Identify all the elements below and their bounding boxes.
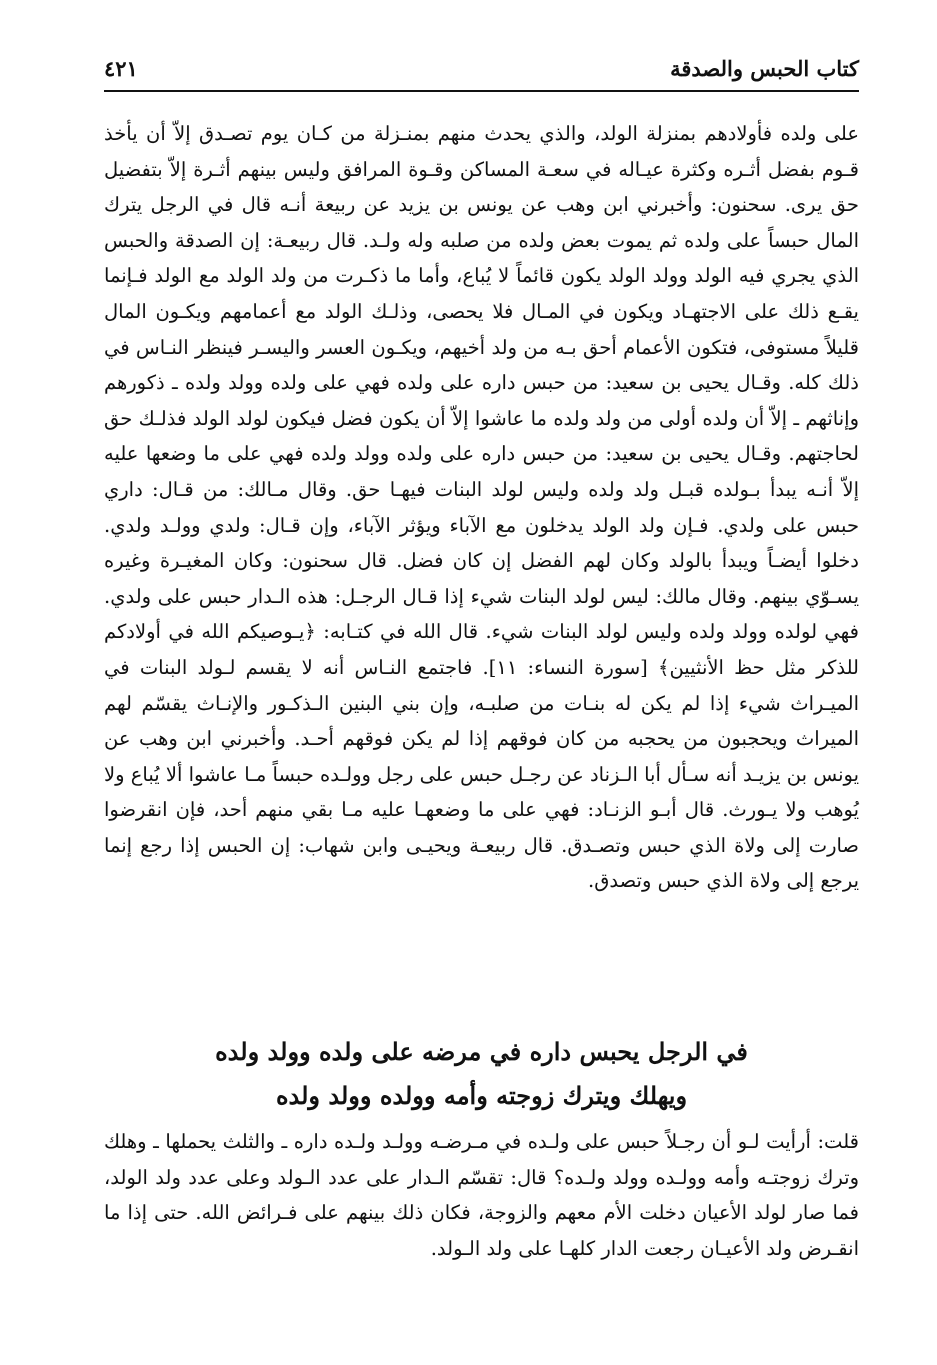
section-heading-line-1: في الرجل يحبس داره في مرضه على ولده وولد ولده — [215, 1037, 748, 1066]
page-number: ٤٢١ — [104, 56, 138, 81]
section-heading — [104, 1030, 859, 1118]
page-header — [104, 52, 859, 92]
main-paragraph: على ولده فأولادهم بمنزلة الولد، والذي يحدث منهم بمنـزلة من كـان يوم تصـدق إلاّ أن يأخذ قـوم بفضل أثـره وكثرة عيـاله في سعـة المساكن وقـوة المرافق وليس بينهم أثـرة إلاّ بتفضيل حق يرى. سحنون: وأخبرني ابن وهب عن يونس بن يزيد عن ربيعة أنـه قال في الرجل يترك المال حبساً على ولده ثم يموت بعض ولده من صلبه وله ولـد. قال ربيعـة: إن الصدقة والحبس الذي يجري فيه الولد وولد الولد يكون قائماً لا يُباع، وأما ما ذكـرت من ولد الولد مع الولد فـإنما يقـع ذلك على الاجتهـاد ويكون في المـال فلا يحصى، وذلـك الولد مع أعمامهم ويكـون المال قليلاً مستوفى، فتكون الأعمام أحق بـه من ولد أخيهم، ويكـون العسر واليسـر فينظر النـاس في ذلك كله. وقـال يحيى بن سعيد: من حبس داره على ولده فهي على ولده وولد ولده ـ ذكورهم وإناثهم ـ إلاّ أن ولده أولى من ولد ولده ما عاشوا إلاّ أن يكون فضل فيكون لولد الولد فذلـك حق لحاجتهم. وقـال يحيى بن سعيد: من حبس داره على ولده وولد ولده فهي على ما وضعها عليه إلاّ أنـه يبدأ بـولده قبـل ولد ولده وليس لولد البنات فيهـا حق. وقال مـالك: من قـال: داري حبس على ولدي. فـإن ولد الولد يدخلون مع الآباء ويؤثر الآباء، وإن قـال: ولدي وولـد ولدي. دخلوا أيضـاً ويبدأ بالولد وكان لهم الفضل إن كان فضل. قال سحنون: وكان المغيـرة وغيره يسـوّي بينهم. وقال مالك: ليس لولد البنات شيء إذا قـال الرجـل: هذه الـدار حبس على ولدي. فهي لولده وولد ولده وليس لولد البنات شيء. قال الله في كتـابه: ﴿يـوصيكم الله في أولادكم للذكر مثل حظ الأنثيين﴾ [سورة النساء: ١١]. فاجتمع النـاس أنه لا يقسم لـولد البنات في الميـراث شيء إذا لم يكن له بنـات من صلبـه، وإن بني البنين الـذكـور والإنـاث يقسّم لهم الميراث ويحجبون من يحجبه من كان فوقهم إذا لم يكن فوقهم أحـد. وأخبرني ابن وهب عن يونس بن يزيـد أنه سـأل أبا الـزناد عن رجـل حبس على رجل وولـده حبساً مـا عاشوا ألا يُباع ولا يُوهب ولا يـورث. قال أبـو الزنـاد: فهي على ما وضعهـا عليه مـا بقي منهم أحد، فإن انقرضوا صارت إلى ولاة الذي حبس وتصـدق. قال ربيعـة ويحيـى وابن شهاب: إن الحبس إذا رجع إنما يرجع إلى ولاة الذي حبس وتصدق. — [104, 122, 859, 893]
section-heading-line-2: ويهلك ويترك زوجته وأمه وولده وولد ولده — [275, 1081, 688, 1110]
book-section-title: كتاب الحبس والصدقة — [670, 56, 859, 81]
section-paragraph: قلت: أرأيت لـو أن رجـلاً حبس على ولـده في مـرضـه وولـد ولـده داره ـ والثلث يحملها ـ وهلك وترك زوجتـه وأمه وولـده وولد ولـده؟ قال: تقسّم الـدار على عدد الـولد وعلى عدد ولد الولد، فما صار لولد الأعيان دخلت الأم معهم والزوجة، فكان ذلك بينهم على فـرائض الله. حتى إذا ما انقـرض ولد الأعيـان رجعت الدار كلهـا على ولد الـولد. — [104, 1130, 859, 1260]
